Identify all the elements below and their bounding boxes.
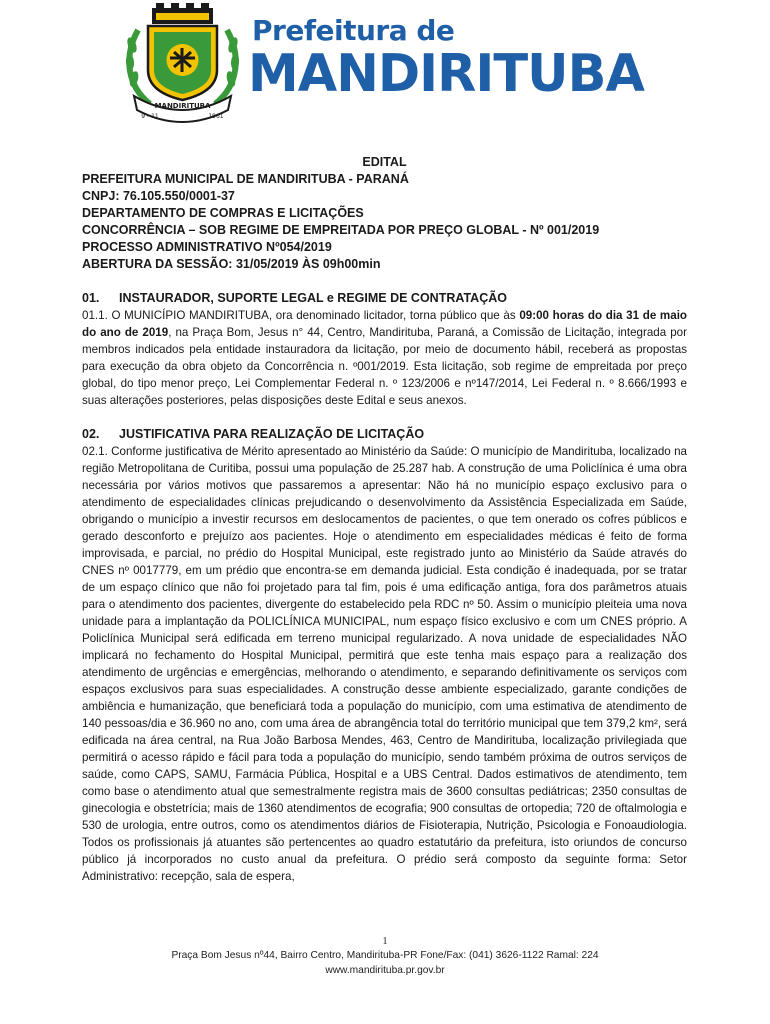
header-line-concorrencia: CONCORRÊNCIA – SOB REGIME DE EMPREITADA POR PREÇO GLOBAL - Nº 001/2019 <box>82 223 600 237</box>
section-2-paragraph: 02.1. Conforme justificativa de Mérito apresentado ao Ministério da Saúde: O município de Mandirituba, localizado na região Metropolitana de Curitiba, possui uma população de 25.287 hab. A construção de uma Policlínica é uma obra necessária por vários motivos que passaremos a apresentar: Não há no município espaço exclusivo para o atendimento de especialidades clínicas prejudicando o desenvolvimento da Assistência Especializada em Saúde, obrigando o município a investir recursos em deslocamentos de pacientes, o que tem onerado os cofres públicos e gerado desconforto e prejuízo aos pacientes. Hoje o atendimento em especialidades médicas é feito de forma improvisada, e parcial, no prédio do Hospital Municipal, este registrado junto ao Ministério da Saúde através do CNES nº 0017779, em um prédio que encontra-se em demanda judicial. Esta condição é inadequada, por se tratar de um espaço clínico que não foi projetado para tal fim, pois é uma edificação antiga, fora dos parâmetros atuais para o atendimento dos pacientes, divergente do estabelecido pela RDC nº 50. Assim o município pleiteia uma nova unidade para a implantação da POLICLÍNICA MUNICIPAL, num espaço físico exclusivo e com um CNES próprio. A Policlínica Municipal será edificada em terreno municipal regularizado. A nova unidade de especialidades NÃO implicará no fechamento do Hospital Municipal, permitirá que este tenha mais espaço para a realização dos atendimento de urgências e emergências, melhorando o atendimento, e separando definitivamente os serviços com espaços exclusivos para suas especialidades. A construção desse ambiente especializado, garante condições de ambiência e humanização, que beneficiará toda a população do município, com uma estimativa de atendimento de 140 pessoas/dia e 36.960 no ano, com uma área de abrangência total do território municipal que tem 379,2 km², será edificada na área central, na Rua João Barbosa Mendes, 463, Centro de Mandirituba, localização privilegiada que permitirá o acesso rápido e fácil para toda a população do município, sendo também próxima de outros serviços de saúde, como CAPS, SAMU, Farmácia Pública, Hospital e a UBS Central. Dados estimativos de atendimento, tem como base o atendimento atual que semestralmente registra mais de 3600 consultas pediátricas; 2350 consultas de ginecologia e obstetrícia; mais de 1360 atendimentos de ecografia; 900 consultas de ortopedia; 720 de oftalmologia e 530 de urologia, entre outros, como os atendimentos diários de Fisioterapia, Nutrição, Psicologia e Fonoaudiologia. Todos os profissionais já atuantes são pertencentes ao quadro estatutário da prefeitura, isto oriundos de concurso público já incorporados no custo anual da prefeitura. O prédio será composto da seguinte forma: Setor Administrativo: recepção, sala de espera, <box>82 445 687 883</box>
section-1-text-c: , na Praça Bom, Jesus n° 44, Centro, Mandirituba, Paraná, a Comissão de Licitação, integrada por membros indicados pela entidade instauradora da licitação, por meio de documento hábil, receberá as propostas para execução da obra objeto da Concorrência n. º001/2019. Esta licitação, sob regime de empreitada por preço global, do tipo menor preço, Lei Complementar Federal n. º 123/2006 e nº147/2014, Lei Federal n. º 8.666/1993 e suas alterações posteriores, pelas disposições deste Edital e seus anexos. <box>82 326 687 407</box>
logo-title-main: MANDIRITUBA <box>248 44 644 104</box>
document-body <box>82 154 687 885</box>
header-line-cnpj: CNPJ: 76.105.550/0001-37 <box>82 189 235 203</box>
letterhead <box>120 0 644 128</box>
footer-address: Praça Bom Jesus nº44, Bairro Centro, Mandirituba-PR Fone/Fax: (041) 3626-1122 Ramal: 224 <box>171 950 599 961</box>
crest-name: MANDIRITUBA <box>154 102 211 110</box>
footer-website[interactable]: www.mandirituba.pr.gov.br <box>325 965 445 976</box>
header-line-entity: PREFEITURA MUNICIPAL DE MANDIRITUBA - PARANÁ <box>82 172 409 186</box>
page-number: 1 <box>382 936 388 947</box>
section-1-text-bold: 09:00 horas do dia 31 de maio do ano de 2019 <box>82 309 687 339</box>
document-title: EDITAL <box>362 155 407 169</box>
section-1-text-a: 01.1. O MUNICÍPIO MANDIRITUBA, ora denominado licitador, torna público que às <box>82 309 520 322</box>
logo-title-top: Prefeitura de <box>252 14 455 47</box>
section-1-title: INSTAURADOR, SUPORTE LEGAL e REGIME DE CONTRATAÇÃO <box>119 291 507 305</box>
municipal-crest-icon <box>120 0 245 128</box>
section-2-heading <box>82 426 687 443</box>
section-1-paragraph <box>82 307 687 409</box>
section-2-title: JUSTIFICATIVA PARA REALIZAÇÃO DE LICITAÇÃO <box>119 427 425 441</box>
header-line-processo: PROCESSO ADMINISTRATIVO Nº054/2019 <box>82 240 332 254</box>
crest-date-right: 1961 <box>208 113 224 120</box>
section-2-number: 02. <box>82 427 100 441</box>
page-footer <box>0 936 770 978</box>
section-1-heading <box>82 290 687 307</box>
crest-date-left: 9 - 11 <box>141 113 159 120</box>
section-1-number: 01. <box>82 291 100 305</box>
header-line-abertura: ABERTURA DA SESSÃO: 31/05/2019 ÀS 09h00min <box>82 257 381 271</box>
header-line-department: DEPARTAMENTO DE COMPRAS E LICITAÇÕES <box>82 206 364 220</box>
